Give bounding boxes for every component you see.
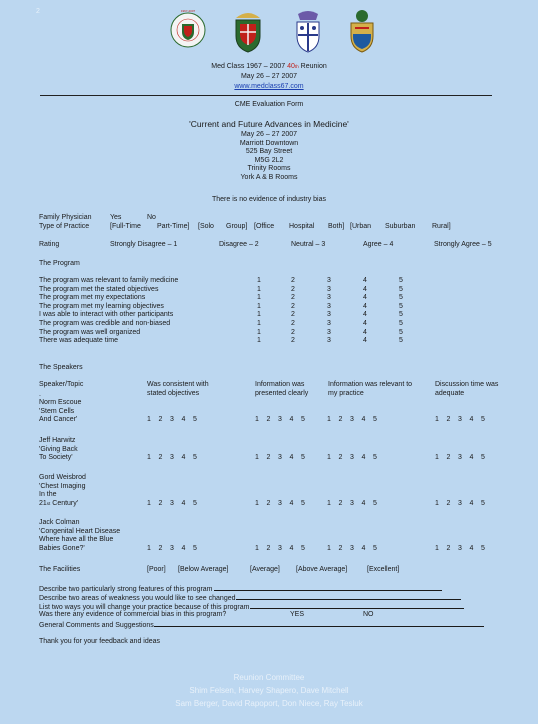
program-rating-option[interactable]: 5: [399, 285, 403, 293]
program-item-label: The program met the stated objectives: [39, 285, 159, 293]
speaker-rating-option[interactable]: 3: [458, 454, 462, 462]
speaker-topic-line: 'Congenital Heart Disease: [39, 527, 121, 535]
speaker-rating-option[interactable]: 2: [446, 544, 451, 552]
speaker-rating-option[interactable]: 5: [481, 454, 485, 462]
program-rating-option[interactable]: 3: [327, 277, 331, 284]
speaker-rating-option[interactable]: 1: [435, 454, 439, 462]
speaker-rating-option[interactable]: 3: [170, 544, 174, 552]
speaker-rating-option[interactable]: 2: [338, 499, 343, 507]
speaker-rating-option[interactable]: 3: [278, 544, 282, 552]
speaker-rating-option[interactable]: 1: [255, 454, 259, 462]
speaker-topic-line: Gord Weisbrod: [39, 474, 86, 481]
bias-yes-option[interactable]: YES: [290, 611, 305, 618]
speaker-rating-option[interactable]: 4: [361, 499, 366, 507]
event-title: 'Current and Future Advances in Medicine': [189, 119, 349, 129]
crest-2-icon: [290, 8, 326, 58]
speaker-rating-option[interactable]: 4: [469, 416, 474, 424]
speaker-rating-option[interactable]: 4: [361, 454, 366, 462]
general-comments-field[interactable]: General Comments and Suggestions: [39, 620, 484, 631]
speaker-rating-option[interactable]: 5: [373, 499, 377, 507]
question-commercial-bias: Was there any evidence of commercial bias in this program?: [39, 611, 227, 618]
facilities-poor[interactable]: [Poor]: [147, 566, 166, 573]
event-details: May 26 – 27 2007 Marriott Downtown 525 Bay Street M5G 2L2 Trinity Rooms York A & B Rooms: [239, 131, 299, 181]
program-rating-option[interactable]: 5: [399, 302, 403, 310]
facilities-excellent[interactable]: [Excellent]: [367, 566, 400, 573]
speaker-rating-option[interactable]: 1: [255, 416, 259, 424]
speaker-rating-option[interactable]: 4: [361, 416, 366, 424]
speaker-rating-option[interactable]: 3: [350, 544, 354, 552]
speaker-topic-line: Jeff Harwitz: [39, 437, 76, 444]
speaker-rating-option[interactable]: 4: [181, 544, 186, 552]
rating-scale-1: Strongly Disagree – 1: [110, 241, 178, 248]
speaker-rating-option[interactable]: 1: [147, 454, 151, 462]
speaker-rating-option[interactable]: 2: [158, 416, 163, 424]
speaker-rating-option[interactable]: 3: [458, 499, 462, 507]
reunion-dates: May 26 – 27 2007: [240, 73, 298, 80]
speaker-rating-option[interactable]: 2: [158, 454, 163, 462]
practice-office[interactable]: [Office: [254, 223, 275, 230]
speaker-rating-option[interactable]: 5: [481, 499, 485, 507]
speaker-rating-option[interactable]: 2: [266, 454, 271, 462]
no-bias-statement: There is no evidence of industry bias: [211, 196, 326, 203]
speaker-rating-option[interactable]: 5: [193, 499, 197, 507]
speaker-rating-option[interactable]: 5: [301, 499, 305, 507]
speaker-rating-option[interactable]: 2: [158, 499, 163, 507]
program-rating-option[interactable]: 4: [363, 285, 367, 293]
speaker-rating-option[interactable]: 2: [446, 499, 451, 507]
speaker-rating-option[interactable]: 1: [435, 416, 439, 424]
form-title: CME Evaluation Form: [234, 101, 304, 108]
program-rating-option[interactable]: 2: [291, 302, 295, 310]
facilities-label: The Facilities: [39, 566, 81, 573]
speaker-rating-option[interactable]: 2: [446, 454, 451, 462]
practice-urban[interactable]: [Urban: [350, 223, 372, 230]
speaker-rating-option[interactable]: 2: [446, 416, 451, 424]
program-item-label: The program was credible and non-biased: [39, 320, 171, 327]
speaker-rating-option[interactable]: 5: [373, 544, 377, 552]
speaker-rating-option[interactable]: 1: [147, 544, 151, 552]
program-rating-option[interactable]: 3: [327, 320, 331, 327]
program-item-label: The program met my expectations: [39, 294, 146, 302]
program-rating-option[interactable]: 5: [399, 328, 403, 336]
speaker-rating-option[interactable]: 1: [327, 499, 331, 507]
speaker-rating-option[interactable]: 2: [266, 544, 271, 552]
speaker-rating-option[interactable]: 3: [350, 454, 354, 462]
question-change-practice[interactable]: List two ways you will change your practice because of this program: [39, 602, 464, 613]
speaker-rating-option[interactable]: 4: [289, 499, 294, 507]
speaker-topic-line: Where have all the Blue: [39, 536, 114, 544]
speaker-rating-option[interactable]: 1: [435, 544, 439, 552]
program-rating-option[interactable]: 5: [399, 320, 403, 327]
no-option[interactable]: No: [147, 214, 156, 221]
speaker-rating-option[interactable]: 3: [458, 416, 462, 424]
speaker-rating-option[interactable]: 3: [350, 416, 354, 424]
rating-scale-4: Agree – 4: [363, 241, 394, 248]
speaker-rating-option[interactable]: 5: [301, 416, 305, 424]
program-rating-option[interactable]: 1: [257, 337, 261, 345]
speaker-rating-option[interactable]: 3: [278, 416, 282, 424]
speakers-heading: The Speakers: [39, 364, 83, 371]
program-item-label: The program was well organized: [39, 328, 141, 336]
speaker-rating-option[interactable]: 5: [481, 416, 485, 424]
practice-part-time[interactable]: Part-Time]: [157, 223, 190, 230]
program-rating-option[interactable]: 4: [363, 337, 367, 345]
website-link[interactable]: www.medclass67.com: [234, 83, 304, 90]
facilities-below-average[interactable]: [Below Average]: [178, 566, 229, 573]
speaker-rating-option[interactable]: 4: [181, 454, 186, 462]
program-rating-option[interactable]: 2: [291, 285, 295, 293]
program-rating-option[interactable]: 5: [399, 294, 403, 302]
program-rating-option[interactable]: 1: [257, 285, 261, 293]
speaker-rating-option[interactable]: 2: [266, 499, 271, 507]
program-rating-option[interactable]: 1: [257, 277, 261, 284]
speaker-rating-option[interactable]: 2: [338, 454, 343, 462]
rating-label: Rating: [39, 241, 60, 248]
question-weakness[interactable]: Describe two areas of weakness you would like to see changed: [39, 593, 461, 604]
speaker-rating-option[interactable]: 1: [327, 416, 331, 424]
practice-both[interactable]: Both]: [328, 223, 345, 230]
speaker-rating-option[interactable]: 1: [147, 499, 151, 507]
thank-you-note: Thank you for your feedback and ideas: [39, 638, 161, 645]
speaker-topic-line: 'Stem Cells: [39, 407, 75, 415]
speaker-topic-line: Babies Gone?': [39, 544, 85, 552]
program-rating-option[interactable]: 2: [291, 337, 295, 345]
speaker-rating-option[interactable]: 3: [170, 499, 174, 507]
question-strong-features[interactable]: Describe two particularly strong features of this program: [39, 584, 442, 595]
speaker-rating-option[interactable]: 1: [255, 544, 259, 552]
speaker-topic-line: Norm Escoue: [39, 399, 82, 406]
speaker-topic-line: Jack Colman: [39, 519, 80, 526]
speaker-rating-option[interactable]: 4: [469, 499, 474, 507]
speaker-rating-option[interactable]: 3: [278, 499, 282, 507]
speaker-column-header: Speaker/Topic: [39, 381, 84, 388]
program-heading: The Program: [39, 260, 80, 267]
practice-rural[interactable]: Rural]: [432, 223, 451, 230]
program-rating-option[interactable]: 1: [257, 302, 261, 310]
speaker-topic-line: In the: [39, 491, 57, 499]
program-rating-option[interactable]: 3: [327, 337, 331, 345]
practice-suburban[interactable]: Suburban: [385, 223, 416, 230]
program-rating-option[interactable]: 2: [291, 277, 295, 284]
speaker-rating-option[interactable]: 4: [289, 544, 294, 552]
speaker-rating-option[interactable]: 5: [193, 454, 197, 462]
practice-full-time[interactable]: [Full-Time: [110, 223, 141, 230]
program-rating-option[interactable]: 3: [327, 294, 331, 302]
program-item-label: I was able to interact with other participants: [39, 311, 174, 319]
program-rating-option[interactable]: 1: [257, 311, 261, 319]
speaker-rating-option[interactable]: 4: [181, 499, 186, 507]
rating-scale-3: Neutral – 3: [291, 241, 326, 248]
program-rating-option[interactable]: 3: [327, 285, 331, 293]
family-physician-label: Family Physician: [39, 214, 92, 221]
speaker-rating-option[interactable]: 5: [481, 544, 485, 552]
speaker-topic-line: 21st Century': [39, 499, 79, 507]
relevance-column-header: Information was relevant to my practice: [328, 381, 413, 397]
speaker-rating-option[interactable]: 4: [289, 416, 294, 424]
program-rating-option[interactable]: 5: [399, 337, 403, 345]
rating-scale-2: Disagree – 2: [219, 241, 259, 248]
reunion-title: Med Class 1967 – 2007 40th Reunion: [211, 63, 327, 70]
program-rating-option[interactable]: 4: [363, 277, 367, 284]
program-item-label: The program met my learning objectives: [39, 302, 164, 310]
speaker-topic-line: To Society': [39, 454, 73, 462]
speaker-rating-option[interactable]: 1: [147, 416, 151, 424]
svg-text:1967-2007: 1967-2007: [180, 9, 196, 13]
speaker-rating-option[interactable]: 3: [278, 454, 282, 462]
program-rating-option[interactable]: 3: [327, 302, 331, 310]
program-rating-option[interactable]: 4: [363, 320, 367, 327]
practice-hospital[interactable]: Hospital: [289, 223, 315, 230]
speaker-rating-option[interactable]: 4: [181, 416, 186, 424]
program-rating-option[interactable]: 5: [399, 311, 403, 319]
speaker-rating-option[interactable]: 5: [301, 544, 305, 552]
footer-committee: Reunion Committee: [233, 673, 305, 682]
speaker-rating-option[interactable]: 4: [469, 544, 474, 552]
program-rating-option[interactable]: 1: [257, 328, 261, 336]
speaker-rating-option[interactable]: 2: [266, 416, 271, 424]
speaker-rating-option[interactable]: 4: [289, 454, 294, 462]
program-rating-option[interactable]: 3: [327, 328, 331, 336]
footer-members-1: Shim Felsen, Harvey Shapero, Dave Mitchell: [189, 686, 349, 695]
footer-members-2: Sam Berger, David Rapoport, Don Niece, Ray Tesluk: [175, 699, 363, 708]
speaker-rating-option[interactable]: 5: [373, 416, 377, 424]
rating-scale-5: Strongly Agree – 5: [434, 241, 492, 248]
speaker-rating-option[interactable]: 3: [458, 544, 462, 552]
facilities-average[interactable]: [Average]: [250, 566, 280, 573]
program-rating-option[interactable]: 4: [363, 302, 367, 310]
speaker-rating-option[interactable]: 3: [170, 454, 174, 462]
program-rating-option[interactable]: 1: [257, 320, 261, 327]
speaker-rating-option[interactable]: 5: [301, 454, 305, 462]
discussion-column-header: Discussion time was adequate: [435, 381, 499, 397]
practice-solo[interactable]: [Solo: [198, 223, 214, 230]
speaker-rating-option[interactable]: 2: [338, 416, 343, 424]
speaker-rating-option[interactable]: 1: [327, 454, 331, 462]
speaker-topic-line: 'Giving Back: [39, 445, 78, 453]
crest-1-icon: [230, 8, 266, 58]
speaker-topic-line: And Cancer': [39, 416, 78, 424]
speaker-rating-option[interactable]: 5: [373, 454, 377, 462]
facilities-above-average[interactable]: [Above Average]: [296, 566, 348, 573]
clarity-column-header: Information was presented clearly: [255, 381, 309, 397]
program-rating-option[interactable]: 4: [363, 311, 367, 319]
program-rating-option[interactable]: 2: [291, 311, 295, 319]
speaker-rating-option[interactable]: 4: [469, 454, 474, 462]
speaker-rating-option[interactable]: 2: [338, 544, 343, 552]
program-item-label: The program was relevant to family medicine: [39, 277, 179, 284]
speaker-rating-option[interactable]: 2: [158, 544, 163, 552]
speaker-rating-option[interactable]: 1: [327, 544, 331, 552]
program-rating-option[interactable]: 4: [363, 294, 367, 302]
program-rating-option[interactable]: 5: [399, 277, 403, 284]
program-rating-option[interactable]: 2: [291, 294, 295, 302]
program-rating-option[interactable]: 3: [327, 311, 331, 319]
program-rating-option[interactable]: 1: [257, 294, 261, 302]
speaker-rating-option[interactable]: 5: [193, 544, 197, 552]
program-rating-option[interactable]: 2: [291, 320, 295, 327]
practice-group[interactable]: Group]: [226, 223, 248, 230]
speaker-marker: .: [39, 391, 41, 398]
objectives-column-header: Was consistent with stated objectives: [147, 381, 209, 397]
speaker-rating-option[interactable]: 4: [361, 544, 366, 552]
speaker-rating-option[interactable]: 5: [193, 416, 197, 424]
program-rating-option[interactable]: 2: [291, 328, 295, 336]
speaker-rating-option[interactable]: 1: [255, 499, 259, 507]
practice-type-label: Type of Practice: [39, 223, 90, 230]
speaker-rating-option[interactable]: 3: [170, 416, 174, 424]
speaker-rating-option[interactable]: 1: [435, 499, 439, 507]
crest-3-icon: [344, 8, 380, 58]
speaker-topic-line: 'Chest Imaging: [39, 482, 86, 490]
reunion-logo: [170, 8, 206, 58]
yes-option[interactable]: Yes: [110, 214, 122, 221]
program-item-label: There was adequate time: [39, 337, 118, 345]
program-rating-option[interactable]: 4: [363, 328, 367, 336]
page-number: 2: [36, 8, 40, 15]
bias-no-option[interactable]: NO: [363, 611, 374, 618]
speaker-rating-option[interactable]: 3: [350, 499, 354, 507]
divider: [40, 95, 492, 96]
